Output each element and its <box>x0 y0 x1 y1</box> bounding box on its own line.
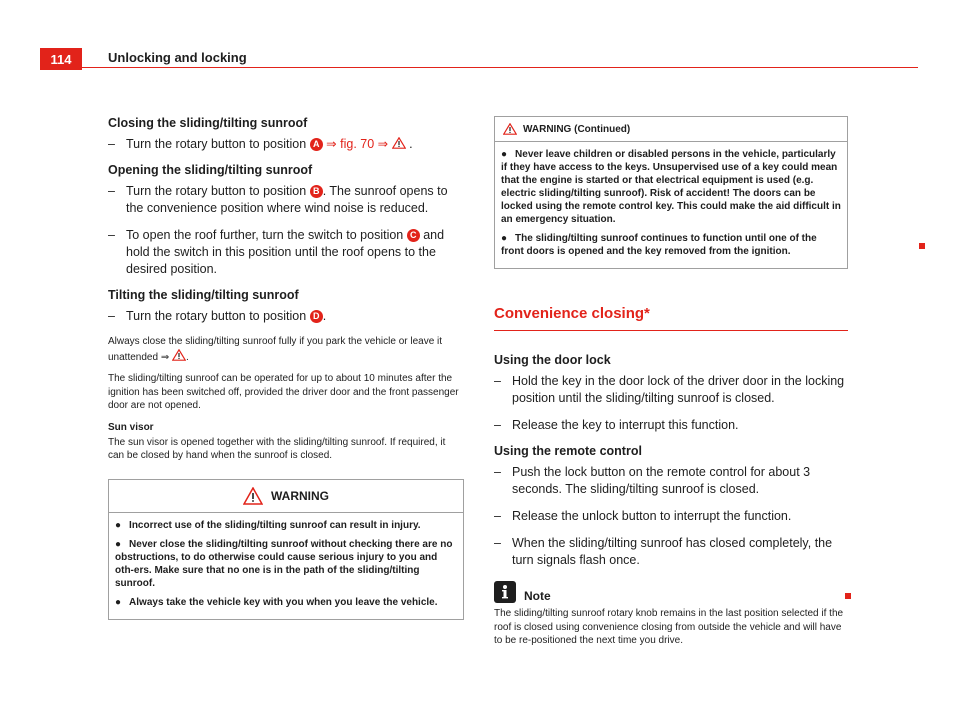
warning-continued-body <box>495 142 847 268</box>
paragraph-operation-time: The sliding/tilting sunroof can be operated for up to about 10 minutes after the ignition has been switched off, provided the driver door and the front passenger door are not opened. <box>108 373 459 411</box>
closing-step-1: – Turn the rotary button to position A ⇒ fig. 70 ⇒ . <box>108 137 413 151</box>
position-d-badge: D <box>310 310 323 323</box>
remote-step: – Push the lock button on the remote control for about 3 seconds. The sliding/tilting sunroof is closed. <box>494 465 811 496</box>
door-lock-step: – Release the key to interrupt this function. <box>494 418 739 432</box>
warning-triangle-icon <box>243 487 263 505</box>
remote-step: – When the sliding/tilting sunroof has closed completely, the turn signals flash once. <box>494 536 833 567</box>
section-end-marker <box>919 243 925 249</box>
warning-box-header <box>109 480 463 513</box>
door-lock-heading: Using the door lock <box>494 353 611 367</box>
note-info-icon <box>494 581 516 603</box>
dash: – <box>108 137 115 151</box>
warning-item: ● Always take the vehicle key with you when you leave the vehicle. <box>115 596 438 608</box>
position-a-badge: A <box>310 138 323 151</box>
page-number: 114 <box>40 48 82 70</box>
section-divider <box>494 330 848 331</box>
warning-triangle-icon <box>503 123 517 135</box>
tilting-step-1: – Turn the rotary button to position D . <box>108 309 327 323</box>
warning-continued-title: WARNING (Continued) <box>523 123 631 135</box>
header-title: Unlocking and locking <box>108 50 247 65</box>
warning-item: ● Never leave children or disabled persons in the vehicle, particularly if they have access to the keys. Unsupervised use of a key could mean that the engine is started or that electrical equipment is used (e.g. electric sliding/tilting sunroof). Risk of accident! The doors can be locked using the remote control key. This could make the aid difficult in an emergency situation. <box>501 149 841 225</box>
opening-heading: Opening the sliding/tilting sunroof <box>108 163 313 177</box>
opening-step-2: – To open the roof further, turn the switch to position C and hold the switch in this position until the roof opens to the desired position. <box>108 228 445 276</box>
section-title: Convenience closing* <box>494 305 650 322</box>
note-header <box>494 581 848 603</box>
warning-item: ● Incorrect use of the sliding/tilting sunroof can result in injury. <box>115 519 421 531</box>
left-column <box>108 116 464 620</box>
remote-heading: Using the remote control <box>494 444 642 458</box>
warning-item: ● The sliding/tilting sunroof continues to function until one of the front doors is opened and the key removed from the ignition. <box>501 233 817 257</box>
warning-continued-box <box>494 116 848 269</box>
opening-step-1: – Turn the rotary button to position B . The sunroof opens to the convenience position where wind noise is reduced. <box>108 184 448 215</box>
tilting-heading: Tilting the sliding/tilting sunroof <box>108 288 299 302</box>
section-end-marker <box>845 593 851 599</box>
note-label: Note <box>524 589 551 603</box>
closing-heading: Closing the sliding/tilting sunroof <box>108 116 308 130</box>
remote-step: – Release the unlock button to interrupt the function. <box>494 509 792 523</box>
position-c-badge: C <box>407 229 420 242</box>
warning-continued-header <box>495 117 847 142</box>
warning-triangle-icon <box>392 137 406 149</box>
door-lock-step: – Hold the key in the door lock of the driver door in the locking position until the sliding/tilting sunroof is closed. <box>494 374 845 405</box>
position-b-badge: B <box>310 185 323 198</box>
paragraph-unattended: Always close the sliding/tilting sunroof fully if you park the vehicle or leave it unattended ⇒ . <box>108 336 443 363</box>
sun-visor-heading: Sun visor <box>108 421 154 433</box>
note-text: The sliding/tilting sunroof rotary knob remains in the last position selected if the roof is closed using convenience closing from outside the vehicle and will have to be re-positioned the next time you drive. <box>494 608 844 646</box>
warning-box <box>108 479 464 620</box>
header-divider <box>40 67 918 68</box>
warning-box-body <box>109 513 463 619</box>
warning-title: WARNING <box>271 488 329 503</box>
right-column <box>494 116 848 656</box>
figure-link[interactable]: ⇒ fig. 70 ⇒ <box>326 137 389 151</box>
warning-item: ● Never close the sliding/tilting sunroof without checking there are no obstructions, to do otherwise could cause serious injury to you and oth-ers. Make sure that no one is in the path of the sliding/tilting sunroof. <box>115 538 453 589</box>
sun-visor-text: The sun visor is opened together with the sliding/tilting sunroof. If required, it can be closed by hand when the sunroof is closed. <box>108 436 446 461</box>
warning-triangle-icon <box>172 349 186 361</box>
